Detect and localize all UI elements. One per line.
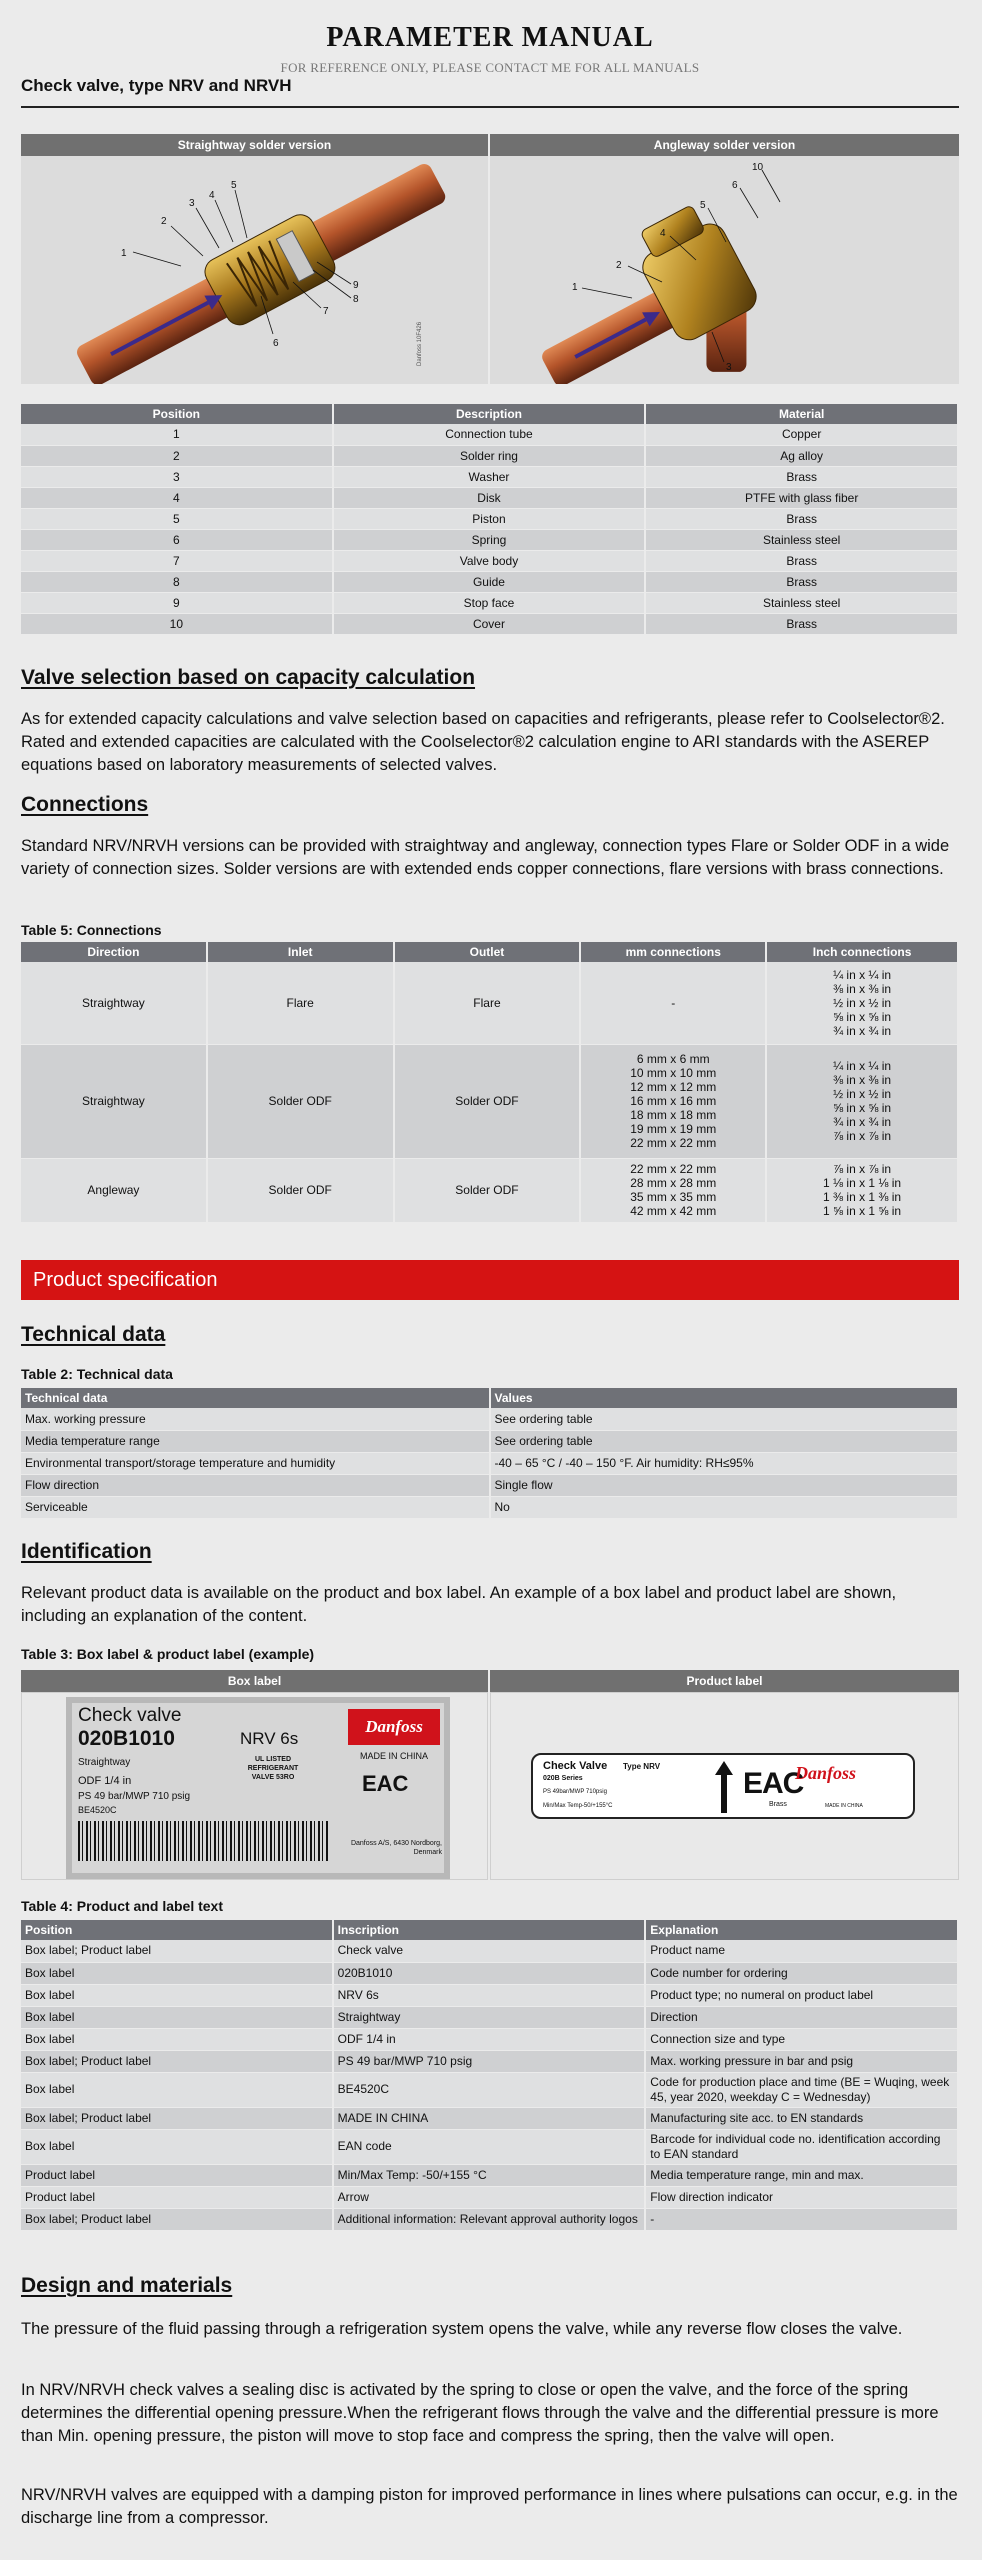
callout-1: 1 (121, 248, 127, 259)
parts-row (21, 487, 958, 508)
technical-data-table (21, 1388, 959, 1519)
connections-row (21, 1158, 958, 1222)
conn-inch-value: ¼ in x ¼ in (833, 1059, 892, 1073)
label-inscription: Additional information: Relevant approval authority logos (333, 2208, 646, 2230)
parts-row (21, 508, 958, 529)
label-position: Product label (21, 2186, 333, 2208)
conn-mm-list (580, 962, 766, 1044)
label-text-row (21, 2129, 958, 2164)
label-explanation: Product type; no numeral on product label (645, 1984, 958, 2006)
conn-inch-value: ⅜ in x ⅜ in (833, 981, 892, 996)
part-position: 9 (21, 592, 333, 613)
label-inscription: ODF 1/4 in (333, 2028, 646, 2050)
label-inscription: MADE IN CHINA (333, 2107, 646, 2129)
label-inscription: NRV 6s (333, 1984, 646, 2006)
connections-heading: Connections (21, 793, 149, 816)
parts-row (21, 466, 958, 487)
straightway-valve-drawing (21, 156, 488, 384)
box-pressure: PS 49 bar/MWP 710 psig (78, 1791, 191, 1802)
design-paragraph-2: In NRV/NRVH check valves a sealing disc is activated by the spring to close or open the valve, and the force of the spring determines the differential opening pressure.When the refrigerant flows through the valve and the differential pressure is more than Min. opening pressure, the piston will move to stop face and compress the spring, then the valve will open. (21, 2381, 939, 2445)
conn-header-inlet: Inlet (207, 942, 394, 962)
ul-listed-mark: UL LISTED REFRIGERANT VALVE 53RO (247, 1756, 299, 1781)
technical-row (21, 1474, 958, 1496)
valve-selection-heading: Valve selection based on capacity calculation (21, 666, 476, 689)
label-text-row (21, 2186, 958, 2208)
conn-mm-list (580, 1158, 766, 1222)
conn-inch-value: ¾ in x ¾ in (833, 1115, 892, 1129)
part-position: 3 (21, 466, 333, 487)
conn-inch-value: ½ in x ½ in (833, 995, 892, 1010)
prod-made-in: MADE IN CHINA (825, 1803, 863, 1809)
prod-pressure: PS 49bar/MWP 710psig (543, 1789, 607, 1795)
label-inscription: Arrow (333, 2186, 646, 2208)
label-text-table-caption: Table 4: Product and label text (21, 1898, 224, 1914)
label-text-row (21, 2050, 958, 2072)
part-position: 8 (21, 571, 333, 592)
tech-header-name: Technical data (21, 1388, 490, 1408)
conn-direction: Angleway (21, 1158, 207, 1222)
conn-direction: Straightway (21, 962, 207, 1044)
conn-inlet: Solder ODF (207, 1044, 394, 1158)
product-specification-bar: Product specification (21, 1260, 959, 1300)
technical-row (21, 1452, 958, 1474)
parts-row (21, 550, 958, 571)
label-inscription: 020B1010 (333, 1962, 646, 1984)
connections-table (21, 942, 959, 1223)
ean-barcode (78, 1821, 328, 1861)
box-address: Danfoss A/S, 6430 Nordborg, Denmark (350, 1840, 442, 1856)
conn-mm-value: 42 mm x 42 mm (630, 1204, 717, 1218)
label-position: Box label (21, 2028, 333, 2050)
connections-row (21, 1044, 958, 1158)
parts-row (21, 592, 958, 613)
part-position: 1 (21, 424, 333, 445)
parts-table (21, 404, 959, 635)
part-description: Connection tube (333, 424, 646, 445)
conn-header-inch: Inch connections (766, 942, 958, 962)
conn-direction: Straightway (21, 1044, 207, 1158)
parts-row (21, 613, 958, 634)
conn-mm-value: 22 mm x 22 mm (630, 1162, 717, 1176)
product-label-header: Product label (490, 1670, 959, 1692)
technical-row (21, 1408, 958, 1430)
box-label-header: Box label (21, 1670, 488, 1692)
box-type: NRV 6s (240, 1729, 299, 1748)
box-size: ODF 1/4 in (78, 1775, 132, 1787)
part-position: 5 (21, 508, 333, 529)
label-text-row (21, 2208, 958, 2230)
tech-value: See ordering table (490, 1430, 958, 1452)
part-description: Disk (333, 487, 646, 508)
label-position: Box label (21, 2129, 333, 2164)
label-explanation: - (645, 2208, 958, 2230)
part-material: Brass (645, 550, 958, 571)
conn-inch-value: ½ in x ½ in (833, 1087, 892, 1101)
prod-eac-mark: EAC (743, 1767, 804, 1800)
part-description: Valve body (333, 550, 646, 571)
reference-note: FOR REFERENCE ONLY, PLEASE CONTACT ME FOR ALL MANUALS (280, 60, 700, 75)
part-material: Brass (645, 508, 958, 529)
parts-row (21, 445, 958, 466)
box-label-example (66, 1697, 450, 1879)
straightway-valve-illustration (21, 156, 488, 384)
design-heading: Design and materials (21, 2274, 233, 2297)
box-prod-code: BE4520C (78, 1805, 117, 1815)
identification-text: Relevant product data is available on the product and box label. An example of a box label and product label are shown, including an explanation of the content. (21, 1584, 897, 1625)
part-position: 2 (21, 445, 333, 466)
label-position: Box label; Product label (21, 1940, 333, 1962)
conn-mm-value: 28 mm x 28 mm (630, 1176, 717, 1190)
label-header-explanation: Explanation (645, 1920, 958, 1940)
label-explanation: Flow direction indicator (645, 2186, 958, 2208)
product-label-panel (490, 1692, 959, 1880)
box-code: 020B1010 (78, 1727, 175, 1750)
conn-inch-value: 1 ⅛ in x 1 ⅛ in (823, 1176, 902, 1190)
conn-inch-list (766, 1158, 958, 1222)
conn-inch-value: 1 ⅜ in x 1 ⅜ in (823, 1190, 902, 1204)
angle-callout-1: 1 (572, 282, 578, 293)
part-material: Brass (645, 466, 958, 487)
label-header-position: Position (21, 1920, 333, 1940)
label-explanation: Media temperature range, min and max. (645, 2164, 958, 2186)
label-header-inscription: Inscription (333, 1920, 646, 1940)
label-position: Product label (21, 2164, 333, 2186)
label-explanation: Direction (645, 2006, 958, 2028)
conn-mm-value: - (671, 995, 676, 1010)
label-position: Box label (21, 1984, 333, 2006)
tech-value: Single flow (490, 1474, 958, 1496)
valve-selection-text: As for extended capacity calculations and valve selection based on capacities and refrigerants, please refer to Coolselector®2. Rated and extended capacities are calculated with the Coolselector®2 calculation engine to ARI standards with the ASEREP equations based on laboratory measurements of selected valves. (21, 710, 945, 774)
parts-row (21, 424, 958, 445)
part-material: Stainless steel (645, 592, 958, 613)
prod-material: Brass (769, 1801, 787, 1808)
callout-4: 4 (209, 190, 215, 201)
label-explanation: Product name (645, 1940, 958, 1962)
angleway-figure-title: Angleway solder version (490, 134, 959, 156)
eac-mark: EAC (362, 1771, 409, 1796)
design-paragraph-3: NRV/NRVH valves are equipped with a damping piston for improved performance in lines where pulsations can occur, e.g. in the discharge line from a compressor. (21, 2486, 958, 2527)
part-position: 10 (21, 613, 333, 634)
conn-inch-value: ⅝ in x ⅝ in (833, 1101, 892, 1115)
parts-header-description: Description (333, 404, 646, 424)
label-position: Box label (21, 2006, 333, 2028)
connections-row (21, 962, 958, 1044)
parts-row (21, 571, 958, 592)
prod-type: Type NRV (623, 1762, 661, 1771)
tech-value: See ordering table (490, 1408, 958, 1430)
label-text-row (21, 1962, 958, 1984)
part-material: Brass (645, 613, 958, 634)
box-direction: Straightway (78, 1757, 131, 1768)
label-inscription: PS 49 bar/MWP 710 psig (333, 2050, 646, 2072)
conn-inch-value: ⅜ in x ⅜ in (833, 1073, 892, 1087)
conn-mm-value: 35 mm x 35 mm (630, 1190, 717, 1204)
label-explanation: Max. working pressure in bar and psig (645, 2050, 958, 2072)
label-text-row (21, 2107, 958, 2129)
technical-row (21, 1430, 958, 1452)
label-position: Box label (21, 1962, 333, 1984)
conn-inch-value: ¼ in x ¼ in (833, 967, 892, 982)
label-explanation: Manufacturing site acc. to EN standards (645, 2107, 958, 2129)
title-divider (21, 106, 959, 108)
conn-mm-value: 18 mm x 18 mm (630, 1108, 717, 1122)
part-description: Stop face (333, 592, 646, 613)
conn-mm-list (580, 1044, 766, 1158)
conn-inlet: Solder ODF (207, 1158, 394, 1222)
manual-title: PARAMETER MANUAL (326, 22, 654, 53)
part-position: 4 (21, 487, 333, 508)
tech-name: Max. working pressure (21, 1408, 490, 1430)
angle-callout-10: 10 (752, 162, 764, 173)
conn-header-outlet: Outlet (394, 942, 581, 962)
conn-mm-value: 19 mm x 19 mm (630, 1122, 717, 1136)
conn-header-direction: Direction (21, 942, 207, 962)
label-inscription: Check valve (333, 1940, 646, 1962)
label-text-row (21, 2006, 958, 2028)
label-position: Box label; Product label (21, 2050, 333, 2072)
prod-danfoss-logo: Danfoss (795, 1763, 857, 1783)
label-explanation: Code for production place and time (BE = Wuqing, week 45, year 2020, weekday C = Wednesday) (645, 2072, 958, 2107)
prod-series: 020B Series (543, 1775, 583, 1782)
label-text-row (21, 2028, 958, 2050)
tech-value: -40 – 65 °C / -40 – 150 °F. Air humidity: RH≤95% (490, 1452, 958, 1474)
technical-table-caption: Table 2: Technical data (21, 1366, 173, 1382)
conn-inlet: Flare (207, 962, 394, 1044)
callout-2: 2 (161, 216, 167, 227)
conn-mm-value: 16 mm x 16 mm (630, 1094, 717, 1108)
label-inscription: Straightway (333, 2006, 646, 2028)
label-position: Box label; Product label (21, 2208, 333, 2230)
conn-outlet: Flare (394, 962, 581, 1044)
conn-mm-value: 10 mm x 10 mm (630, 1066, 717, 1080)
conn-inch-value: ⅞ in x ⅞ in (833, 1129, 892, 1143)
conn-inch-value: ⅝ in x ⅝ in (833, 1009, 892, 1024)
part-description: Washer (333, 466, 646, 487)
label-explanation: Code number for ordering (645, 1962, 958, 1984)
conn-inch-list (766, 962, 958, 1044)
part-description: Spring (333, 529, 646, 550)
callout-3: 3 (189, 198, 195, 209)
product-label-example (531, 1753, 915, 1819)
tech-value: No (490, 1496, 958, 1518)
label-position: Box label; Product label (21, 2107, 333, 2129)
tech-header-values: Values (490, 1388, 958, 1408)
label-text-row (21, 2164, 958, 2186)
angle-callout-4: 4 (660, 228, 666, 239)
conn-mm-value: 12 mm x 12 mm (630, 1080, 717, 1094)
angle-callout-6: 6 (732, 180, 738, 191)
technical-row (21, 1496, 958, 1518)
prod-temp: Min/Max Temp-50/+155°C (543, 1803, 613, 1809)
angle-callout-5: 5 (700, 200, 706, 211)
label-inscription: EAN code (333, 2129, 646, 2164)
tech-name: Media temperature range (21, 1430, 490, 1452)
parts-header-material: Material (645, 404, 958, 424)
figure-code: Danfoss 10F426 (417, 321, 423, 366)
label-table-caption: Table 3: Box label & product label (example) (21, 1646, 315, 1662)
label-text-row (21, 1984, 958, 2006)
part-material: Brass (645, 571, 958, 592)
callout-6: 6 (273, 338, 279, 349)
callout-5: 5 (231, 180, 237, 191)
conn-outlet: Solder ODF (394, 1044, 581, 1158)
conn-inch-value: ¾ in x ¾ in (833, 1023, 892, 1038)
part-material: Copper (645, 424, 958, 445)
label-text-row (21, 2072, 958, 2107)
document-title: Check valve, type NRV and NRVH (21, 76, 292, 95)
angleway-valve-drawing (490, 156, 959, 384)
technical-data-heading: Technical data (21, 1323, 166, 1346)
label-text-table (21, 1920, 959, 2231)
tech-name: Flow direction (21, 1474, 490, 1496)
label-inscription: BE4520C (333, 2072, 646, 2107)
box-label-panel (21, 1692, 488, 1880)
part-position: 7 (21, 550, 333, 571)
part-description: Piston (333, 508, 646, 529)
part-material: Stainless steel (645, 529, 958, 550)
part-description: Cover (333, 613, 646, 634)
straightway-figure-title: Straightway solder version (21, 134, 488, 156)
flow-direction-arrow-icon (713, 1759, 735, 1815)
connections-text: Standard NRV/NRVH versions can be provided with straightway and angleway, connection types Flare or Solder ODF in a wide variety of connection sizes. Solder versions are with extended ends copper connections, flare versions with brass connections. (21, 837, 950, 878)
angleway-valve-illustration (490, 156, 959, 384)
identification-heading: Identification (21, 1540, 152, 1563)
conn-inch-value: ⅞ in x ⅞ in (833, 1162, 892, 1176)
conn-mm-value: 22 mm x 22 mm (630, 1136, 717, 1150)
conn-mm-value: 6 mm x 6 mm (636, 1052, 710, 1066)
callout-9: 9 (353, 280, 359, 291)
callout-8: 8 (353, 294, 359, 305)
conn-inch-value: 1 ⅝ in x 1 ⅝ in (823, 1204, 902, 1218)
part-description: Solder ring (333, 445, 646, 466)
label-inscription: Min/Max Temp: -50/+155 °C (333, 2164, 646, 2186)
label-position: Box label (21, 2072, 333, 2107)
connections-table-caption: Table 5: Connections (21, 922, 162, 938)
part-material: PTFE with glass fiber (645, 487, 958, 508)
part-position: 6 (21, 529, 333, 550)
conn-inch-list (766, 1044, 958, 1158)
angle-callout-3: 3 (726, 362, 732, 373)
parts-header-position: Position (21, 404, 333, 424)
prod-name: Check Valve (543, 1760, 608, 1772)
danfoss-logo: Danfoss (348, 1709, 440, 1745)
angle-callout-2: 2 (616, 260, 622, 271)
conn-outlet: Solder ODF (394, 1158, 581, 1222)
design-paragraph-1: The pressure of the fluid passing through a refrigeration system opens the valve, while any reverse flow closes the valve. (21, 2320, 903, 2338)
label-text-row (21, 1940, 958, 1962)
conn-header-mm: mm connections (580, 942, 766, 962)
box-made-in: MADE IN CHINA (359, 1751, 428, 1761)
box-product-name: Check valve (78, 1705, 182, 1726)
parts-row (21, 529, 958, 550)
tech-name: Environmental transport/storage temperature and humidity (21, 1452, 490, 1474)
label-explanation: Barcode for individual code no. identification according to EAN standard (645, 2129, 958, 2164)
part-description: Guide (333, 571, 646, 592)
part-material: Ag alloy (645, 445, 958, 466)
callout-7: 7 (323, 306, 329, 317)
label-explanation: Connection size and type (645, 2028, 958, 2050)
tech-name: Serviceable (21, 1496, 490, 1518)
